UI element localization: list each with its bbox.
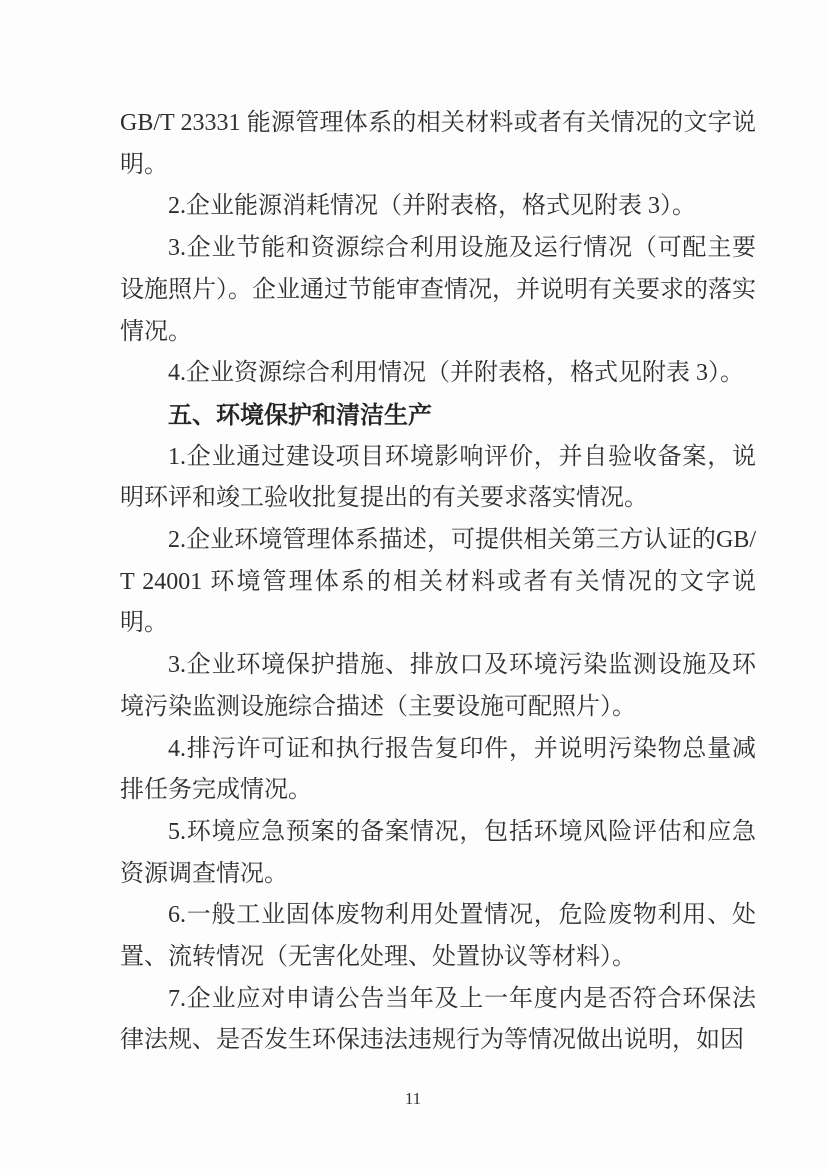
- paragraph-energy-consumption: 2.企业能源消耗情况（并附表格，格式见附表 3）。: [168, 193, 696, 220]
- section-heading-environment: 五、环境保护和清洁生产: [168, 401, 432, 429]
- paragraph-env-protection-measures: 3.企业环境保护措施、排放口及环境污染监测设施及环境污染监测设施综合描述（主要设施可配照片）。: [120, 652, 756, 720]
- paragraph-emergency-plan: 5.环境应急预案的备案情况，包括环境风险评估和应急资源调查情况。: [120, 818, 756, 887]
- page-number: 11: [404, 1089, 422, 1108]
- paragraph-solid-waste: 6.一般工业固体废物利用处置情况，危险废物利用、处置、流转情况（无害化处理、处置协议等材料）。: [120, 902, 756, 971]
- paragraph-energy-saving-facilities: 3.企业节能和资源综合利用设施及运行情况（可配主要设施照片）。企业通过节能审查情况，并说明有关要求的落实情况。: [120, 235, 756, 345]
- document-body: [120, 103, 756, 1062]
- paragraph-continuation: GB/T 23331 能源管理体系的相关材料或者有关情况的文字说明。: [120, 110, 756, 178]
- paragraph-env-management-system: 2.企业环境管理体系描述，可提供相关第三方认证的GB/T 24001 环境管理体系的相关材料或者有关情况的文字说明。: [120, 527, 756, 637]
- paragraph-pollution-permit: 4.排污许可证和执行报告复印件，并说明污染物总量减排任务完成情况。: [120, 735, 756, 804]
- paragraph-compliance-statement: 7.企业应对申请公告当年及上一年度内是否符合环保法律法规、是否发生环保违法违规行为等情况做出说明，如因: [120, 985, 756, 1054]
- paragraph-env-impact-assessment: 1.企业通过建设项目环境影响评价，并自验收备案，说明环评和竣工验收批复提出的有关要求落实情况。: [120, 443, 756, 512]
- paragraph-resource-utilization: 4.企业资源综合利用情况（并附表格，格式见附表 3）。: [168, 360, 744, 387]
